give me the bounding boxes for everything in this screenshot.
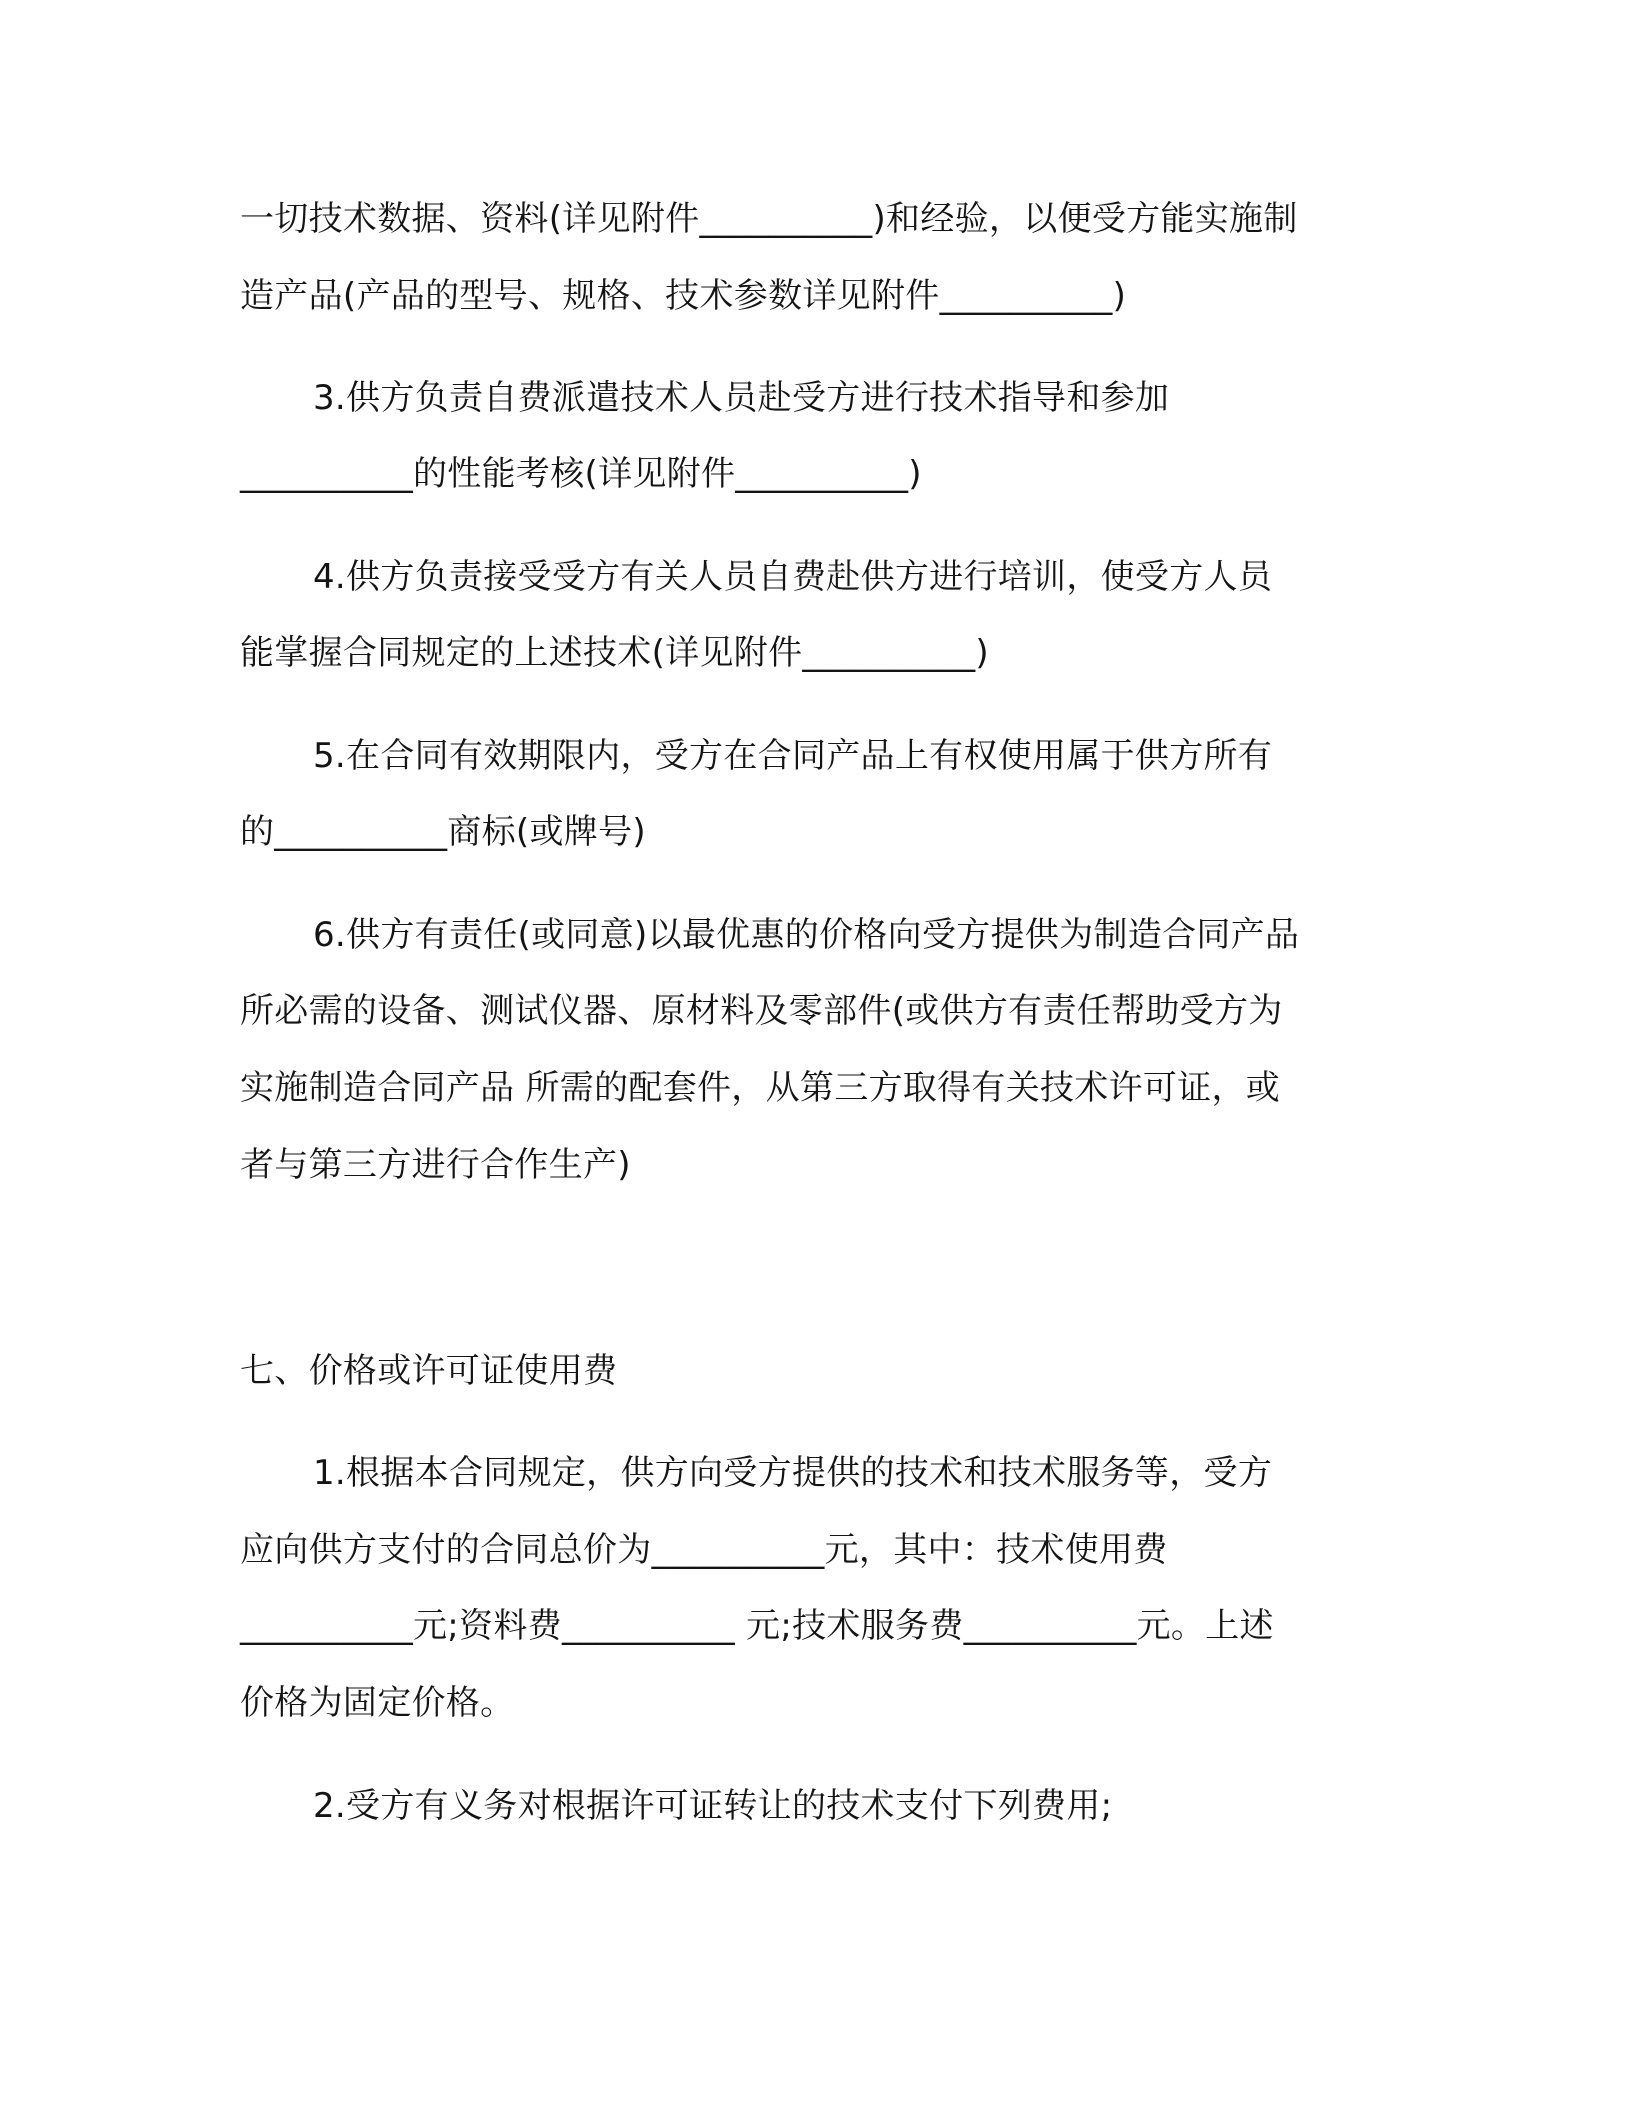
section-7-heading: 七、价格或许可证使用费 xyxy=(240,1351,618,1391)
section-7-clause-2-line-1: 2.受方有义务对根据许可证转让的技术支付下列费用; xyxy=(313,1786,1113,1826)
clause-6-line-1: 6.供方有责任(或同意)以最优惠的价格向受方提供为制造合同产品 xyxy=(313,915,1300,955)
section-7-clause-1-line-4: 价格为固定价格。 xyxy=(240,1683,515,1723)
section-7-clause-1-line-1: 1.根据本合同规定，供方向受方提供的技术和技术服务等，受方 xyxy=(313,1453,1273,1493)
clause-3-line-1: 3.供方负责自费派遣技术人员赴受方进行技术指导和参加 xyxy=(313,378,1170,418)
clause-6-line-4: 者与第三方进行合作生产) xyxy=(240,1145,631,1185)
section-7-clause-1-line-3: __________元;资料费__________ 元;技术服务费__________元。上述 xyxy=(240,1606,1274,1646)
clause-6-line-3: 实施制造合同产品 所需的配套件，从第三方取得有关技术许可证，或 xyxy=(240,1068,1281,1108)
clause-3-line-2: __________的性能考核(详见附件__________) xyxy=(240,454,922,494)
clause-4-line-2: 能掌握合同规定的上述技术(详见附件__________) xyxy=(240,633,989,673)
clause-6-line-2: 所必需的设备、测试仪器、原材料及零部件(或供方有责任帮助受方为 xyxy=(240,991,1283,1031)
clause-4-line-1: 4.供方负责接受受方有关人员自费赴供方进行培训，使受方人员 xyxy=(313,557,1273,597)
clause-5-line-1: 5.在合同有效期限内，受方在合同产品上有权使用属于供方所有 xyxy=(313,736,1273,776)
clause-2-line-2: 造产品(产品的型号、规格、技术参数详见附件__________) xyxy=(240,276,1127,316)
clause-2-line-1: 一切技术数据、资料(详见附件__________)和经验，以便受方能实施制 xyxy=(240,199,1298,239)
section-7-clause-1-line-2: 应向供方支付的合同总价为__________元，其中：技术使用费 xyxy=(240,1530,1168,1570)
clause-5-line-2: 的__________商标(或牌号) xyxy=(240,812,646,852)
